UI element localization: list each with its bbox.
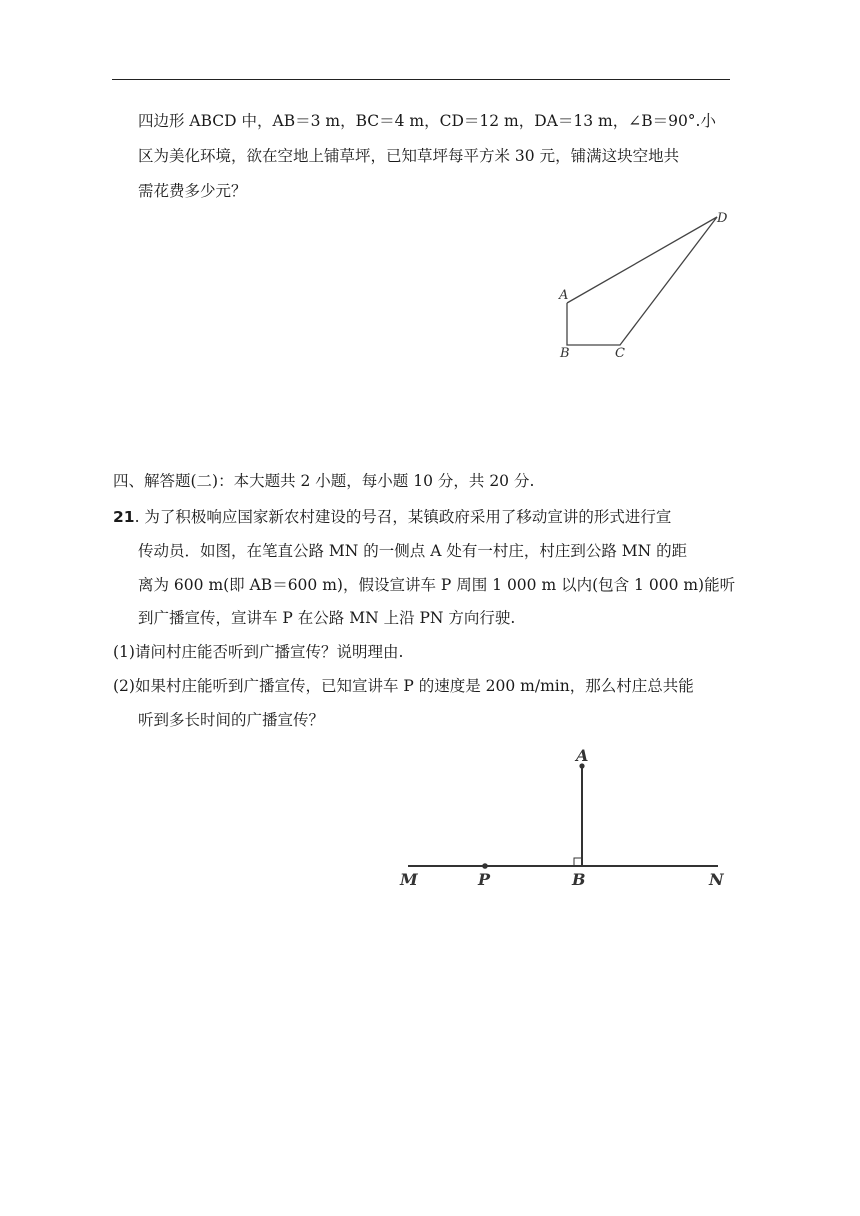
point-label-a: A: [576, 746, 589, 765]
problem20-line-1: 四边形 ABCD 中，AB＝3 m，BC＝4 m，CD＝12 m，DA＝13 m，∠B＝90°.小: [138, 112, 716, 130]
problem21-question-2-line-2: 听到多长时间的广播宣传？: [138, 711, 325, 729]
header-rule: [112, 79, 730, 80]
problem21-line-4: 到广播宣传，宣讲车 P 在公路 MN 上沿 PN 方向行驶.: [138, 609, 516, 627]
point-p-dot: [482, 863, 488, 869]
point-label-m: M: [400, 870, 418, 889]
point-label-b: B: [572, 870, 586, 889]
point-label-n: N: [709, 870, 724, 889]
problem21-question-1: (1)请问村庄能否听到广播宣传？说明理由.: [113, 643, 404, 661]
quadrilateral-outline: [567, 217, 717, 345]
vertex-label-d: D: [717, 211, 728, 226]
problem21-intro-text: . 为了积极响应国家新农村建设的号召，某镇政府采用了移动宣讲的形式进行宣: [134, 508, 672, 526]
vertex-label-a: A: [559, 288, 569, 303]
problem-number: 21: [113, 508, 135, 526]
quadrilateral-figure: [550, 205, 740, 365]
vertex-label-c: C: [615, 346, 625, 361]
problem21-line-1: [113, 506, 671, 528]
problem20-line-2: 区为美化环境，欲在空地上铺草坪，已知草坪每平方米 30 元，铺满这块空地共: [138, 147, 680, 165]
right-angle-mark: [574, 858, 582, 866]
point-label-p: P: [478, 870, 491, 889]
problem21-line-2: 传动员．如图，在笔直公路 MN 的一侧点 A 处有一村庄，村庄到公路 MN 的距: [138, 542, 688, 560]
problem20-line-3: 需花费多少元？: [138, 182, 247, 200]
section-header: 四、解答题(二)：本大题共 2 小题，每小题 10 分，共 20 分.: [113, 472, 535, 490]
road-figure: [395, 740, 740, 900]
problem21-line-3: 离为 600 m(即 AB＝600 m)，假设宣讲车 P 周围 1 000 m 以内(包含 1 000 m)能听: [138, 576, 736, 594]
vertex-label-b: B: [560, 346, 570, 361]
problem21-question-2-line-1: (2)如果村庄能听到广播宣传，已知宣讲车 P 的速度是 200 m/min，那么村庄总共能: [113, 677, 694, 695]
